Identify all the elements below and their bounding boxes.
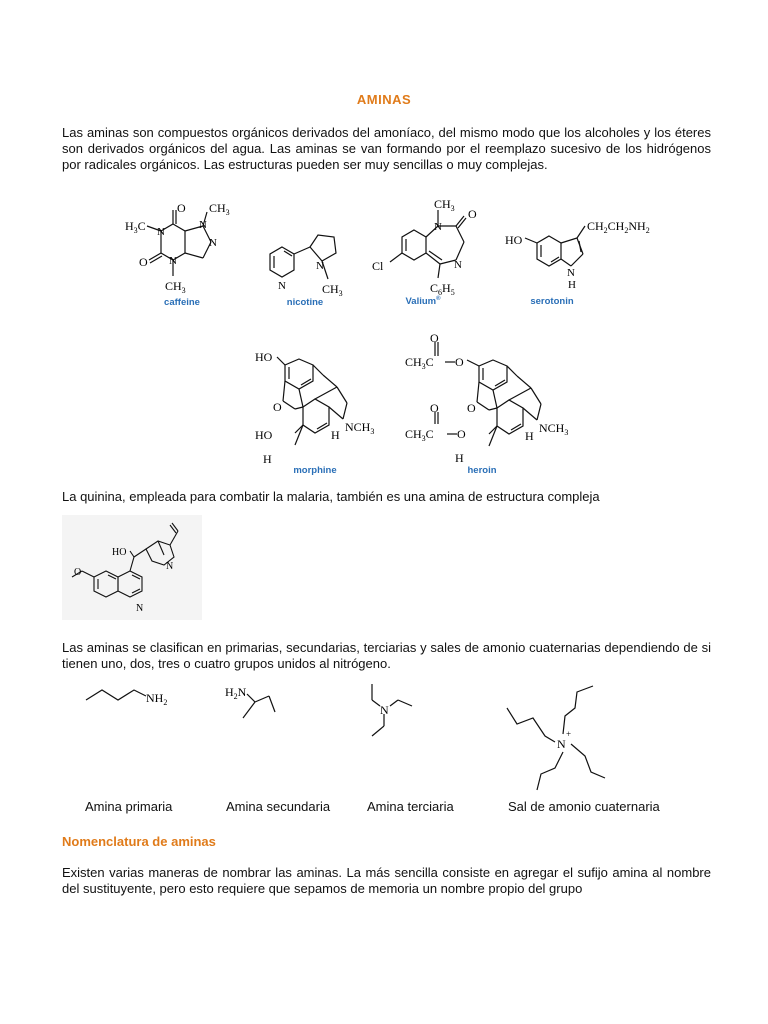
caffeine-caption: caffeine [164, 297, 200, 308]
valium-n4: N [454, 259, 462, 271]
serotonin-ho: HO [505, 233, 523, 247]
nicotine-ch3: $CH_3$ [322, 282, 343, 298]
secondary-amine-structure [225, 682, 295, 722]
valium-structure [372, 196, 492, 296]
classification-paragraph: Las aminas se clasifican en primarias, secundarias, terciarias y sales de amonio cuaternarias dependiendo de si tienen uno, dos, tres o cuatro grupos unidos al nitrógeno. [62, 640, 711, 671]
nicotine-structure [262, 225, 362, 300]
tertiary-amine-structure [360, 682, 420, 742]
section-title: Nomenclatura de aminas [62, 834, 216, 849]
secondary-amine-label: Amina secundaria [226, 799, 331, 814]
primary-amine-structure [82, 680, 182, 710]
heroin-structure [405, 332, 580, 467]
nicotine-caption: nicotine [286, 297, 324, 308]
quaternary-plus: + [566, 729, 572, 739]
nicotine-n-pyr: N [278, 280, 286, 292]
quaternary-ammonium-label: Sal de amonio cuaternaria [508, 799, 660, 814]
morphine-h2: H [331, 428, 340, 442]
intro-paragraph: Las aminas son compuestos orgánicos derivados del amoníaco, del mismo modo que los alcoholes y los éteres son derivados orgánicos del agua. Las aminas se van formando por el reemplazo sucesivo de los hidrógenos por radicales orgánicos. Las estructuras pueden ser muy sencillas o muy complejas. [62, 125, 711, 172]
heroin-caption: heroin [467, 465, 497, 476]
morphine-ho-bottom: HO [255, 428, 273, 442]
valium-n1: N [434, 221, 442, 233]
tertiary-n: N [380, 703, 389, 717]
heroin-h2: H [525, 429, 534, 443]
secondary-h2n: $H_2N$ [225, 685, 247, 701]
heroin-o-bottom: O [430, 401, 439, 415]
heroin-acetyl-bottom: $CH_3C$ [405, 427, 434, 443]
heroin-h1: H [455, 451, 464, 465]
heroin-o-ester-top: O [455, 355, 464, 369]
caffeine-o1: O [177, 201, 186, 215]
caffeine-structure [125, 198, 245, 298]
caffeine-n7: N [199, 219, 207, 231]
quaternary-n: N [557, 737, 566, 751]
serotonin-side-chain: $CH_2CH_2NH_2$ [587, 219, 650, 235]
tertiary-amine-label: Amina terciaria [367, 799, 454, 814]
valium-o: O [468, 207, 477, 221]
heroin-o-top: O [430, 331, 439, 345]
caffeine-n1: N [157, 226, 165, 238]
caffeine-ch3-b: $CH_3$ [165, 279, 186, 295]
valium-caption: Valium® [405, 296, 441, 308]
caffeine-o2: O [139, 255, 148, 269]
morphine-ho-top: HO [255, 350, 273, 364]
caffeine-h3c: $H_3C$ [125, 219, 146, 235]
caffeine-n9: N [209, 237, 217, 249]
morphine-h1: H [263, 452, 272, 466]
heroin-nch3: $NCH_3$ [539, 421, 569, 437]
valium-ch3: $CH_3$ [434, 197, 455, 213]
page-title: AMINAS [356, 92, 412, 107]
morphine-o-ring: O [273, 400, 282, 414]
valium-c6h5: $C_6H_5$ [430, 281, 455, 297]
quinine-paragraph: La quinina, empleada para combatir la malaria, también es una amina de estructura compleja [62, 489, 600, 504]
heroin-o-ring: O [467, 401, 476, 415]
primary-amine-label: Amina primaria [85, 799, 173, 814]
morphine-structure [255, 345, 385, 465]
nicotine-n-pyrr: N [316, 260, 324, 272]
quinine-o: O [74, 567, 82, 578]
morphine-caption: morphine [293, 465, 337, 476]
quinine-n-quinuc: N [166, 561, 174, 572]
heroin-o-ester-bottom: O [457, 427, 466, 441]
quinine-structure [62, 515, 202, 620]
morphine-nch3: $NCH_3$ [345, 420, 375, 436]
quinine-n-quin: N [136, 603, 144, 614]
quinine-ho: HO [112, 547, 127, 558]
primary-nh2: $NH_2$ [146, 691, 168, 707]
quaternary-ammonium-structure [505, 682, 625, 792]
serotonin-caption: serotonin [530, 296, 574, 307]
heroin-acetyl-top: $CH_3C$ [405, 355, 434, 371]
serotonin-h: H [568, 279, 576, 291]
serotonin-n: N [567, 267, 575, 279]
caffeine-n3: N [169, 255, 177, 267]
nomenclature-paragraph: Existen varias maneras de nombrar las aminas. La más sencilla consiste en agregar el sufijo amina al nombre del sustituyente, pero esto requiere que sepamos de memoria un nombre propio del grupo [62, 865, 711, 896]
caffeine-ch3-a: $CH_3$ [209, 201, 230, 217]
serotonin-structure [505, 212, 655, 297]
valium-cl: Cl [372, 259, 384, 273]
